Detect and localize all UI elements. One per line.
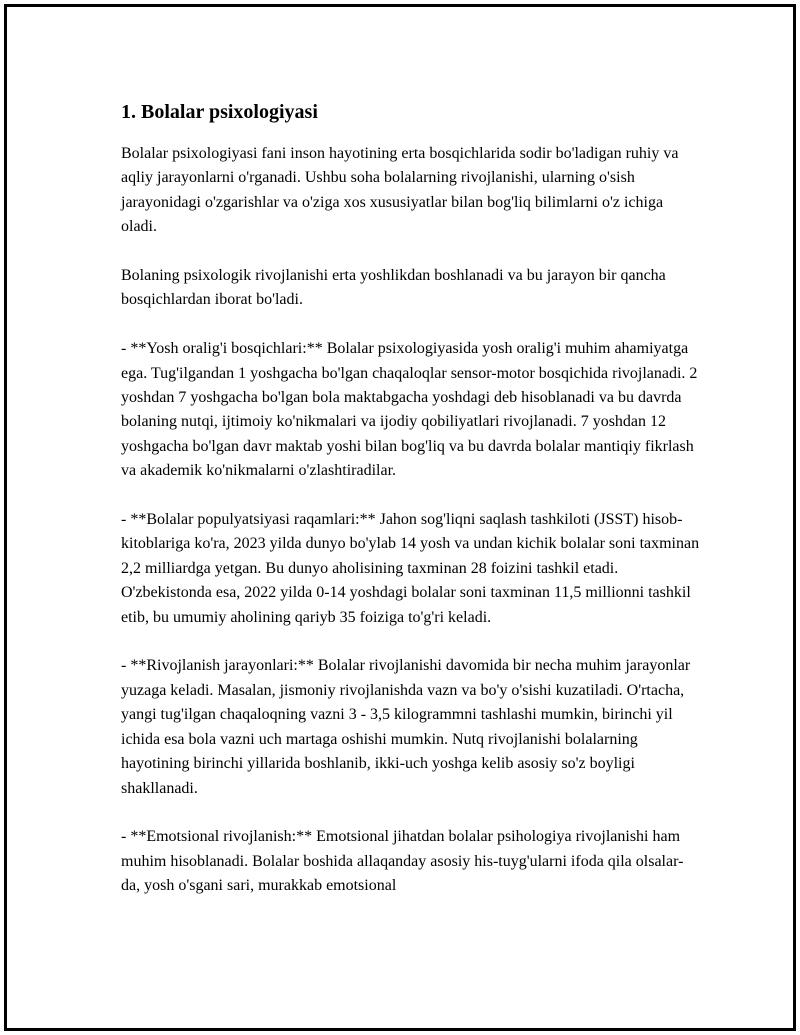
document-content bbox=[121, 99, 701, 923]
page-frame bbox=[4, 4, 796, 1031]
paragraph-emotional: - **Emotsional rivojlanish:** Emotsional jihatdan bolalar psihologiya rivojlanishi ham muhim hisoblanadi. Bolalar boshida allaqanday asosiy his-tuyg'ularni ifoda qila olsalar-da, yosh o'sgani sari, murakkab emotsional bbox=[121, 828, 684, 895]
paragraph-intro: Bolalar psixologiyasi fani inson hayotining erta bosqichlarida sodir bo'ladigan ruhiy va aqliy jarayonlarni o'rganadi. Ushbu soha bolalarning rivojlanishi, ularning o'sish jarayonidagi o'zgarishlar va o'ziga xos xususiyatlar bilan bog'liq bilimlarni o'z ichiga oladi. bbox=[121, 145, 679, 236]
paragraph-development: Bolaning psixologik rivojlanishi erta yoshlikdan boshlanadi va bu jarayon bir qancha bosqichlardan iborat bo'ladi. bbox=[121, 267, 666, 309]
paragraph-growth-processes: - **Rivojlanish jarayonlari:** Bolalar rivojlanishi davomida bir necha muhim jarayonlar yuzaga keladi. Masalan, jismoniy rivojlanishda vazn va bo'y o'sishi kuzatiladi. O'rtacha, yangi tug'ilgan chaqaloqning vazni 3 - 3,5 kilogrammni tashlashi mumkin, birinchi yil ichida esa bola vazni uch martaga oshishi mumkin. Nutq rivojlanishi bolalarning hayotining birinchi yillarida boshlanib, ikki-uch yoshga kelib asosiy so'z boyligi shakllanadi. bbox=[121, 657, 691, 797]
document-title: 1. Bolalar psixologiyasi bbox=[121, 101, 318, 123]
paragraph-age-stages: - **Yosh oralig'i bosqichlari:** Bolalar psixologiyasida yosh oralig'i muhim ahamiyatga ega. Tug'ilgandan 1 yoshgacha bo'lgan chaqaloqlar sensor-motor bosqichida rivojlanadi. 2 yoshdan 7 yoshgacha bo'lgan bola maktabgacha yoshdagi deb hisoblanadi va bu davrda bolaning nutqi, ijtimoiy ko'nikmalari va ijodiy qobiliyatlari rivojlanadi. 7 yoshdan 12 yoshgacha bo'lgan davr maktab yoshi bilan bog'liq va bu davrda bolalar mantiqiy fikrlash va akademik ko'nikmalarni o'zlashtiradilar. bbox=[121, 340, 698, 480]
paragraph-population: - **Bolalar populyatsiyasi raqamlari:** Jahon sog'liqni saqlash tashkiloti (JSST) hisob-kitoblariga ko'ra, 2023 yilda dunyo bo'ylab 14 yosh va undan kichik bolalar soni taxminan 2,2 milliardga yetgan. Bu dunyo aholisining taxminan 28 foizini tashkil etadi. O'zbekistonda esa, 2022 yilda 0-14 yoshdagi bolalar soni taxminan 11,5 millionni tashkil etib, bu umumiy aholining qariyb 35 foiziga to'g'ri keladi. bbox=[121, 511, 700, 626]
